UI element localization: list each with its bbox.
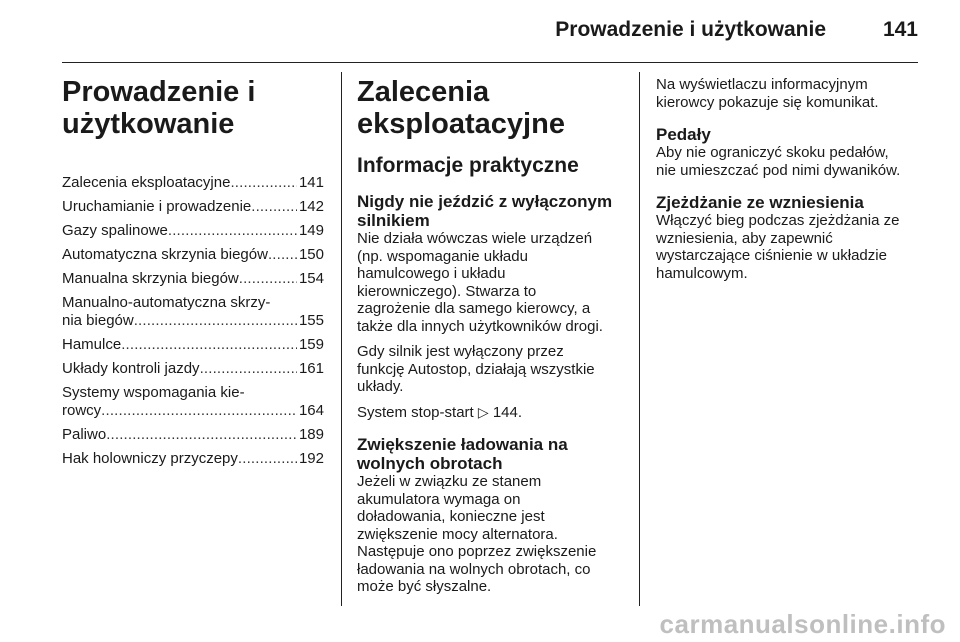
page-reference-icon: ▷ bbox=[477, 403, 489, 420]
middle-column bbox=[357, 76, 627, 596]
toc-item[interactable]: Manualno-automatyczna skrzy- nia biegów . . . 155 bbox=[62, 294, 324, 330]
paragraph: Nie działa wówczas wiele urządzeń (np. wspomaganie układu hamulcowego i układu kierowniczego). Stwarza to zagrożenie dla samego kierowcy, a także dla innych użytkowników drogi. bbox=[357, 230, 603, 335]
page-header bbox=[62, 18, 918, 44]
topic-title: Zjeżdżanie ze wzniesienia bbox=[656, 193, 864, 212]
page-number: 141 bbox=[882, 18, 918, 41]
paragraph: Jeżeli w związku ze stanem akumulatora wymaga on doładowania, konieczne jest zwiększenie mocy alternatora. Następuje ono poprzez zwiększenie ładowania na wolnych obrotach, co może być słyszalne. bbox=[357, 473, 597, 595]
left-column bbox=[62, 76, 324, 474]
toc-item[interactable]: Układy kontroli jazdy . . . 161 bbox=[62, 360, 324, 378]
toc-item[interactable]: Hamulce . . . 159 bbox=[62, 336, 324, 354]
paragraph: Włączyć bieg podczas zjeżdżania ze wzniesienia, aby zapewnić wystarczające ciśnienie w układzie hamulcowym. bbox=[656, 212, 900, 282]
toc-item[interactable]: Uruchamianie i prowadzenie . . . 142 bbox=[62, 198, 324, 216]
subsection-title: Informacje praktyczne bbox=[357, 154, 579, 177]
toc-item[interactable]: Manualna skrzynia biegów . . . 154 bbox=[62, 270, 324, 288]
section-title: Zalecenia eksploatacyjne bbox=[357, 76, 565, 140]
toc-item[interactable]: Hak holowniczy przyczepy . . . 192 bbox=[62, 450, 324, 468]
column-divider bbox=[341, 72, 342, 606]
table-of-contents bbox=[62, 174, 324, 468]
toc-item[interactable]: Gazy spalinowe . . . 149 bbox=[62, 222, 324, 240]
toc-item[interactable]: Zalecenia eksploatacyjne . . . 141 bbox=[62, 174, 324, 192]
header-title: Prowadzenie i użytkowanie bbox=[555, 18, 826, 41]
page-reference-link[interactable]: 144. bbox=[492, 403, 523, 421]
header-rule bbox=[62, 62, 918, 63]
topic-title: Nigdy nie jeździć z wyłączonym silnikiem bbox=[357, 192, 613, 230]
chapter-title: Prowadzenie i użytkowanie bbox=[62, 76, 256, 140]
topic-title: Zwiększenie ładowania na wolnych obrotach bbox=[357, 435, 568, 473]
paragraph: Na wyświetlaczu informacyjnym kierowcy pokazuje się komunikat. bbox=[656, 76, 879, 111]
topic-title: Pedały bbox=[656, 125, 711, 144]
cross-reference: System stop-start ▷ 144. bbox=[357, 403, 523, 421]
paragraph: Aby nie ograniczyć skoku pedałów, nie umieszczać pod nimi dywaników. bbox=[656, 144, 901, 179]
right-column bbox=[656, 76, 926, 282]
toc-item[interactable]: Systemy wspomagania kie- rowcy . . . 164 bbox=[62, 384, 324, 420]
toc-item[interactable]: Automatyczna skrzynia biegów . . . 150 bbox=[62, 246, 324, 264]
watermark: carmanualsonline.info bbox=[659, 609, 946, 639]
column-divider bbox=[639, 72, 640, 606]
toc-item[interactable]: Paliwo . . . 189 bbox=[62, 426, 324, 444]
paragraph: Gdy silnik jest wyłączony przez funkcję Autostop, działają wszystkie układy. bbox=[357, 343, 595, 395]
